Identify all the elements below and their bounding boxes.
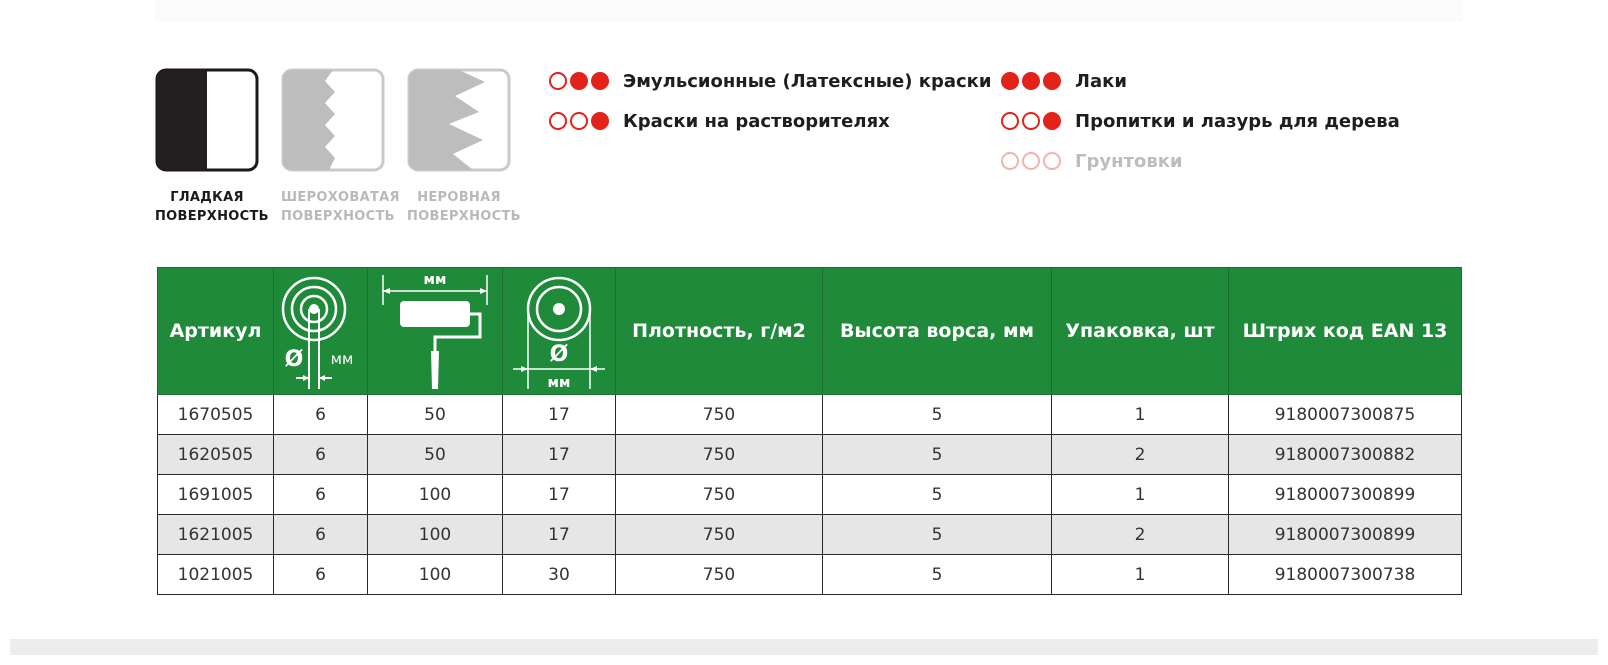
cell-outer-diameter: 17 (503, 395, 616, 435)
paint-type-primer (1001, 148, 1183, 174)
cell-ean: 9180007300899 (1229, 515, 1462, 555)
table-row (158, 435, 1462, 475)
cell-pack: 1 (1052, 475, 1229, 515)
col-header-density: Плотность, г/м2 (616, 268, 823, 395)
cell-pack: 2 (1052, 435, 1229, 475)
rating-dots (549, 112, 609, 130)
rating-empty-dot-icon (1043, 152, 1061, 170)
cell-ean: 9180007300882 (1229, 435, 1462, 475)
cell-core-diameter: 6 (274, 555, 368, 595)
table-header-row (158, 268, 1462, 395)
rating-empty-dot-icon (1022, 112, 1040, 130)
cell-outer-diameter: 30 (503, 555, 616, 595)
paint-type-label: Краски на растворителях (623, 110, 890, 132)
cell-pack: 1 (1052, 555, 1229, 595)
cell-density: 750 (616, 475, 823, 515)
rating-dots (1001, 152, 1061, 170)
rating-filled-dot-icon (570, 72, 588, 90)
paint-type-emulsion (549, 68, 992, 94)
diameter-symbol: Ø (549, 342, 569, 367)
paint-type-label: Лаки (1075, 70, 1127, 92)
surface-smooth (155, 68, 269, 226)
rating-dots (549, 72, 609, 90)
cell-article: 1691005 (158, 475, 274, 515)
surface-caption-line2: ПОВЕРХНОСТЬ (407, 209, 521, 224)
cell-ean: 9180007300875 (1229, 395, 1462, 435)
smooth-surface-icon (155, 68, 259, 172)
table-row (158, 555, 1462, 595)
col-header-core-diameter (274, 268, 368, 395)
rating-empty-dot-icon (1001, 112, 1019, 130)
rough-surface-icon (281, 68, 385, 172)
cell-density: 750 (616, 435, 823, 475)
cell-ean: 9180007300899 (1229, 475, 1462, 515)
paint-roller-icon (380, 271, 490, 391)
cell-article: 1670505 (158, 395, 274, 435)
cell-ean: 9180007300738 (1229, 555, 1462, 595)
col-header-ean: Штрих код EAN 13 (1229, 268, 1462, 395)
cell-core-diameter: 6 (274, 475, 368, 515)
paint-type-varnish (1001, 68, 1127, 94)
rating-filled-dot-icon (1001, 72, 1019, 90)
mm-unit-label: мм (423, 272, 447, 288)
cell-roller-width: 100 (368, 555, 503, 595)
cell-roller-width: 100 (368, 515, 503, 555)
cell-article: 1620505 (158, 435, 274, 475)
table-row (158, 475, 1462, 515)
rating-filled-dot-icon (1043, 112, 1061, 130)
rating-empty-dot-icon (570, 112, 588, 130)
mm-unit-label: мм (547, 375, 571, 391)
uneven-surface-icon (407, 68, 511, 172)
surface-caption-line1: ГЛАДКАЯ (170, 190, 244, 205)
cell-density: 750 (616, 555, 823, 595)
cell-core-diameter: 6 (274, 435, 368, 475)
surface-caption-line2: ПОВЕРХНОСТЬ (155, 209, 269, 224)
col-header-pile-height: Высота ворса, мм (823, 268, 1052, 395)
col-header-article: Артикул (158, 268, 274, 395)
table-row (158, 515, 1462, 555)
diameter-symbol: Ø (284, 347, 303, 372)
top-divider (155, 0, 1463, 22)
cell-pile-height: 5 (823, 435, 1052, 475)
paint-type-wood-stain (1001, 108, 1400, 134)
rating-filled-dot-icon (591, 112, 609, 130)
rating-dots (1001, 112, 1061, 130)
surface-caption-line2: ПОВЕРХНОСТЬ (281, 209, 395, 224)
rating-filled-dot-icon (1043, 72, 1061, 90)
cell-outer-diameter: 17 (503, 435, 616, 475)
paint-type-label: Эмульсионные (Латексные) краски (623, 70, 992, 92)
col-header-pack: Упаковка, шт (1052, 268, 1229, 395)
cell-pack: 1 (1052, 395, 1229, 435)
paint-type-label: Пропитки и лазурь для дерева (1075, 110, 1400, 132)
paint-type-label: Грунтовки (1075, 150, 1183, 172)
cell-outer-diameter: 17 (503, 515, 616, 555)
bottom-divider (10, 639, 1598, 655)
rating-empty-dot-icon (1001, 152, 1019, 170)
cell-density: 750 (616, 395, 823, 435)
cell-pile-height: 5 (823, 555, 1052, 595)
cell-pack: 2 (1052, 515, 1229, 555)
surface-caption-line1: НЕРОВНАЯ (417, 190, 501, 205)
cell-core-diameter: 6 (274, 395, 368, 435)
col-header-outer-diameter (503, 268, 616, 395)
col-header-roller-width (368, 268, 503, 395)
mm-unit-label: мм (330, 350, 353, 368)
rating-dots (1001, 72, 1061, 90)
table-row (158, 395, 1462, 435)
surface-uneven (407, 68, 521, 226)
cell-article: 1621005 (158, 515, 274, 555)
cell-core-diameter: 6 (274, 515, 368, 555)
cell-roller-width: 50 (368, 395, 503, 435)
cell-roller-width: 50 (368, 435, 503, 475)
cell-pile-height: 5 (823, 475, 1052, 515)
rating-empty-dot-icon (549, 112, 567, 130)
cell-pile-height: 5 (823, 515, 1052, 555)
cell-outer-diameter: 17 (503, 475, 616, 515)
cell-density: 750 (616, 515, 823, 555)
outer-diameter-icon (511, 271, 607, 391)
rating-empty-dot-icon (549, 72, 567, 90)
spec-table (157, 267, 1462, 595)
cell-article: 1021005 (158, 555, 274, 595)
paint-type-solvent (549, 108, 890, 134)
surface-caption-line1: ШЕРОХОВАТАЯ (281, 190, 400, 205)
cell-roller-width: 100 (368, 475, 503, 515)
surface-rough (281, 68, 400, 226)
core-diameter-icon (278, 271, 364, 391)
cell-pile-height: 5 (823, 395, 1052, 435)
rating-filled-dot-icon (591, 72, 609, 90)
rating-empty-dot-icon (1022, 152, 1040, 170)
rating-filled-dot-icon (1022, 72, 1040, 90)
